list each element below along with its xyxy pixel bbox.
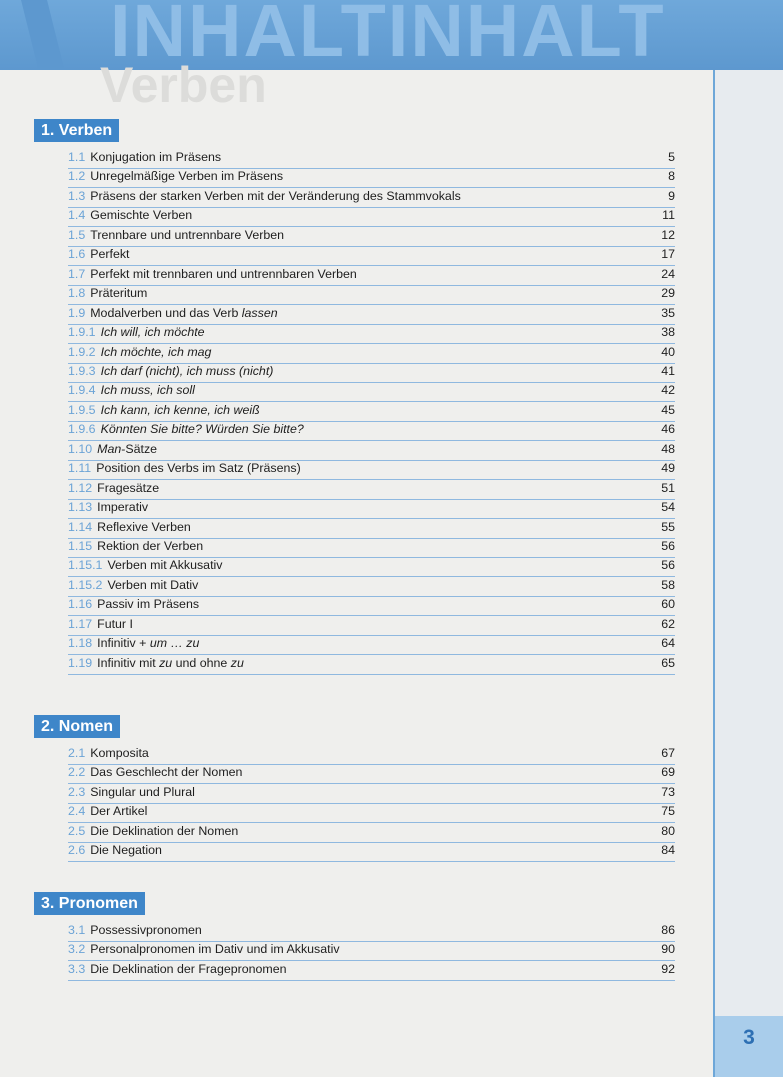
toc-entry-title: Singular und Plural: [90, 784, 195, 799]
toc-entry-page: 65: [661, 655, 675, 670]
toc-entry-page: 56: [661, 539, 675, 553]
toc-entry-title: Verben mit Dativ: [107, 577, 199, 592]
toc-entry-page: 24: [661, 266, 675, 281]
toc-entry-number: 1.9: [68, 305, 86, 320]
toc-entry-page: 17: [661, 247, 675, 262]
toc-entry-number: 1.3: [68, 188, 86, 203]
toc-entry[interactable]: [68, 363, 675, 383]
toc-entry-page: 40: [661, 344, 675, 359]
toc-entry-page: 80: [661, 823, 675, 838]
toc-entry-title: Komposita: [90, 746, 149, 760]
toc-entry-number: 1.9.1: [68, 325, 96, 340]
toc-entry[interactable]: [68, 188, 675, 208]
toc-entry[interactable]: [68, 382, 675, 402]
toc-entry-page: 69: [661, 765, 675, 780]
toc-entry-title: Ich darf (nicht), ich muss (nicht): [100, 363, 274, 378]
toc-entry-number: 1.2: [68, 169, 86, 184]
toc-entry-page: 64: [661, 636, 675, 651]
toc-entry-title: Passiv im Präsens: [97, 597, 200, 612]
toc-entry-page: 62: [661, 616, 675, 631]
toc-entry-number: 1.13: [68, 500, 93, 515]
toc-entry-page: 60: [661, 597, 675, 612]
toc-entry-title: Man: [97, 441, 122, 456]
toc-entry-title: Das Geschlecht der Nomen: [90, 765, 243, 780]
toc-entry-title: Präsens der starken Verben mit der Veränderung des Stammvokals: [90, 188, 461, 203]
toc-entry[interactable]: [68, 246, 675, 266]
toc-entry[interactable]: [68, 941, 675, 961]
toc-entry[interactable]: [68, 499, 675, 519]
toc-entry[interactable]: [68, 784, 675, 804]
toc-entry[interactable]: [68, 266, 675, 286]
toc-entry-page: 46: [661, 422, 675, 437]
toc-entry-title: Possessivpronomen: [90, 923, 202, 937]
toc-entry-title: Die Deklination der Nomen: [90, 823, 239, 838]
toc-entry-number: 2.2: [68, 765, 86, 780]
toc-entry-number: 1.6: [68, 247, 86, 262]
toc-entry-title: Perfekt mit trennbaren und untrennbaren Verben: [90, 266, 357, 281]
toc-entry[interactable]: [68, 305, 675, 325]
toc-entry[interactable]: [68, 745, 675, 765]
toc-entry-title: Position des Verbs im Satz (Präsens): [96, 461, 301, 476]
toc-entry[interactable]: [68, 168, 675, 188]
toc-entry-number: 1.15: [68, 539, 93, 553]
toc-entry-number: 1.9.5: [68, 402, 96, 417]
toc-entry[interactable]: [68, 823, 675, 843]
toc-entry-page: 11: [662, 208, 675, 223]
toc-entry-number: 1.9.3: [68, 363, 96, 378]
toc-entry-number: 1.19: [68, 655, 93, 670]
toc-entry-page: 29: [661, 286, 675, 301]
toc-entry[interactable]: [68, 285, 675, 305]
toc-entry-title: um … zu: [149, 636, 200, 651]
toc-entry-number: 1.4: [68, 208, 86, 223]
toc-entry[interactable]: [68, 596, 675, 616]
toc-entry-page: 9: [668, 188, 675, 203]
toc-entry[interactable]: [68, 344, 675, 364]
toc-entry[interactable]: [68, 655, 675, 675]
toc-entry-number: 2.6: [68, 843, 86, 858]
toc-entry[interactable]: [68, 922, 675, 942]
toc-entry-number: 1.12: [68, 480, 93, 495]
toc-entry-page: 38: [661, 325, 675, 340]
toc-entry-title: Personalpronomen im Dativ und im Akkusativ: [90, 942, 340, 957]
toc-entry[interactable]: [68, 803, 675, 823]
toc-entry[interactable]: [68, 538, 675, 558]
toc-entry-title: Ich muss, ich soll: [100, 383, 195, 398]
toc-entry-title: Der Artikel: [90, 804, 148, 819]
toc-entry-page: 84: [661, 843, 675, 858]
toc-entry-title: Ich kann, ich kenne, ich weiß: [100, 402, 260, 417]
toc-entry-page: 90: [661, 942, 675, 957]
toc-entry-number: 1.9.6: [68, 422, 96, 437]
toc-entry-number: 1.18: [68, 636, 93, 651]
toc-entry[interactable]: [68, 324, 675, 344]
toc-entry-number: 3.1: [68, 923, 86, 937]
toc-entry[interactable]: [68, 460, 675, 480]
header-title: INHALTINHALT: [110, 0, 666, 70]
toc-entry-title: Könnten Sie bitte? Würden Sie bitte?: [100, 422, 304, 437]
toc-entry-title: Konjugation im Präsens: [90, 150, 222, 164]
toc-entry-page: 56: [661, 558, 675, 573]
toc-entry-number: 1.15.1: [68, 558, 103, 573]
toc-entry-page: 45: [661, 402, 675, 417]
section-title: 1. Verben: [34, 119, 119, 142]
toc-entry-page: 92: [661, 961, 675, 976]
toc-entry-page: 86: [661, 923, 675, 937]
toc-entry-number: 2.4: [68, 804, 86, 819]
toc-entry-number: 1.9.4: [68, 383, 96, 398]
toc-entry-page: 48: [661, 441, 675, 456]
toc-entry-page: 73: [661, 784, 675, 799]
toc-entry[interactable]: [68, 961, 675, 981]
toc-entry[interactable]: [68, 480, 675, 500]
toc-entry[interactable]: [68, 635, 675, 655]
toc-entry-title: Infinitiv +: [97, 636, 150, 651]
toc-entry-title: Futur I: [97, 616, 133, 631]
toc-entry[interactable]: [68, 207, 675, 227]
toc-entry[interactable]: [68, 764, 675, 784]
toc-entry-title: Imperativ: [97, 500, 149, 515]
toc-entry-number: 1.1: [68, 150, 86, 164]
toc-entry-title: Die Deklination der Fragepronomen: [90, 961, 287, 976]
toc-entry-title: Modalverben und das Verb: [90, 305, 242, 320]
toc-entry-title: Gemischte Verben: [90, 208, 193, 223]
toc-entry-title: Perfekt: [90, 247, 130, 262]
toc-entry-title: Rektion der Verben: [97, 539, 204, 553]
toc-entry-number: 3.3: [68, 961, 86, 976]
toc-entry-title: zu: [230, 655, 244, 670]
toc-entry-page: 41: [661, 363, 675, 378]
toc-entry[interactable]: [68, 149, 675, 169]
toc-entry[interactable]: [68, 519, 675, 539]
toc-entry-title: Fragesätze: [97, 480, 160, 495]
toc-entry-title: Infinitiv mit: [97, 655, 160, 670]
toc-entry-number: 1.10: [68, 441, 93, 456]
toc-entry-page: 75: [661, 804, 675, 819]
toc-entry-number: 3.2: [68, 942, 86, 957]
toc-entry-title: -Sätze: [121, 441, 158, 456]
margin-panel: [715, 70, 783, 1077]
toc-entry[interactable]: [68, 557, 675, 577]
toc-entry-number: 1.5: [68, 227, 86, 242]
toc-entry-page: 42: [661, 383, 675, 398]
toc-entry-title: Ich will, ich möchte: [100, 325, 205, 340]
toc-entry-number: 1.8: [68, 286, 86, 301]
toc-entry-page: 5: [668, 150, 675, 164]
toc-entry-number: 1.15.2: [68, 577, 103, 592]
toc-entry-page: 12: [661, 227, 675, 242]
toc-entry-title: Verben mit Akkusativ: [107, 558, 223, 573]
toc-entry-page: 58: [661, 577, 675, 592]
toc-entry-number: 1.16: [68, 597, 93, 612]
toc-entry-title: Präteritum: [90, 286, 148, 301]
toc-entry-page: 8: [668, 169, 675, 184]
section-title: 2. Nomen: [34, 715, 120, 738]
toc-entry-number: 1.9.2: [68, 344, 96, 359]
toc-entry-number: 1.11: [68, 461, 92, 476]
toc-entry-page: 35: [661, 305, 675, 320]
toc-entry[interactable]: [68, 577, 675, 597]
toc-entry-title: Reflexive Verben: [97, 519, 191, 534]
toc-entry-number: 1.14: [68, 519, 93, 534]
toc-entry[interactable]: [68, 842, 675, 862]
toc-entry-title: zu: [159, 655, 173, 670]
toc-entry[interactable]: [68, 441, 675, 461]
toc-entry-number: 2.3: [68, 784, 86, 799]
page-number: 3: [743, 1026, 755, 1049]
toc-entry[interactable]: [68, 402, 675, 422]
toc-entry-page: 55: [661, 519, 675, 534]
toc-entry-number: 1.7: [68, 266, 86, 281]
toc-entry-page: 49: [661, 461, 675, 476]
show-through-text: Verben: [100, 57, 267, 113]
toc-entry-number: 2.1: [68, 746, 86, 760]
toc-entry-page: 51: [661, 480, 675, 495]
toc-entry-title: Die Negation: [90, 843, 162, 858]
margin-divider: [713, 70, 715, 1077]
toc-entry-title: Unregelmäßige Verben im Präsens: [90, 169, 284, 184]
toc-entry-number: 1.17: [68, 616, 93, 631]
toc-entry-title: Trennbare und untrennbare Verben: [90, 227, 285, 242]
toc-entry-title: und ohne: [172, 655, 231, 670]
toc-entry[interactable]: [68, 616, 675, 636]
toc-entry[interactable]: [68, 227, 675, 247]
section-title: 3. Pronomen: [34, 892, 145, 915]
toc-entry[interactable]: [68, 421, 675, 441]
header-slash-decoration: [16, 0, 70, 70]
toc-entry-title: lassen: [241, 305, 278, 320]
toc-entry-number: 2.5: [68, 823, 86, 838]
toc-entry-page: 54: [661, 500, 675, 515]
toc-entry-title: Ich möchte, ich mag: [100, 344, 212, 359]
toc-entry-page: 67: [661, 746, 675, 760]
